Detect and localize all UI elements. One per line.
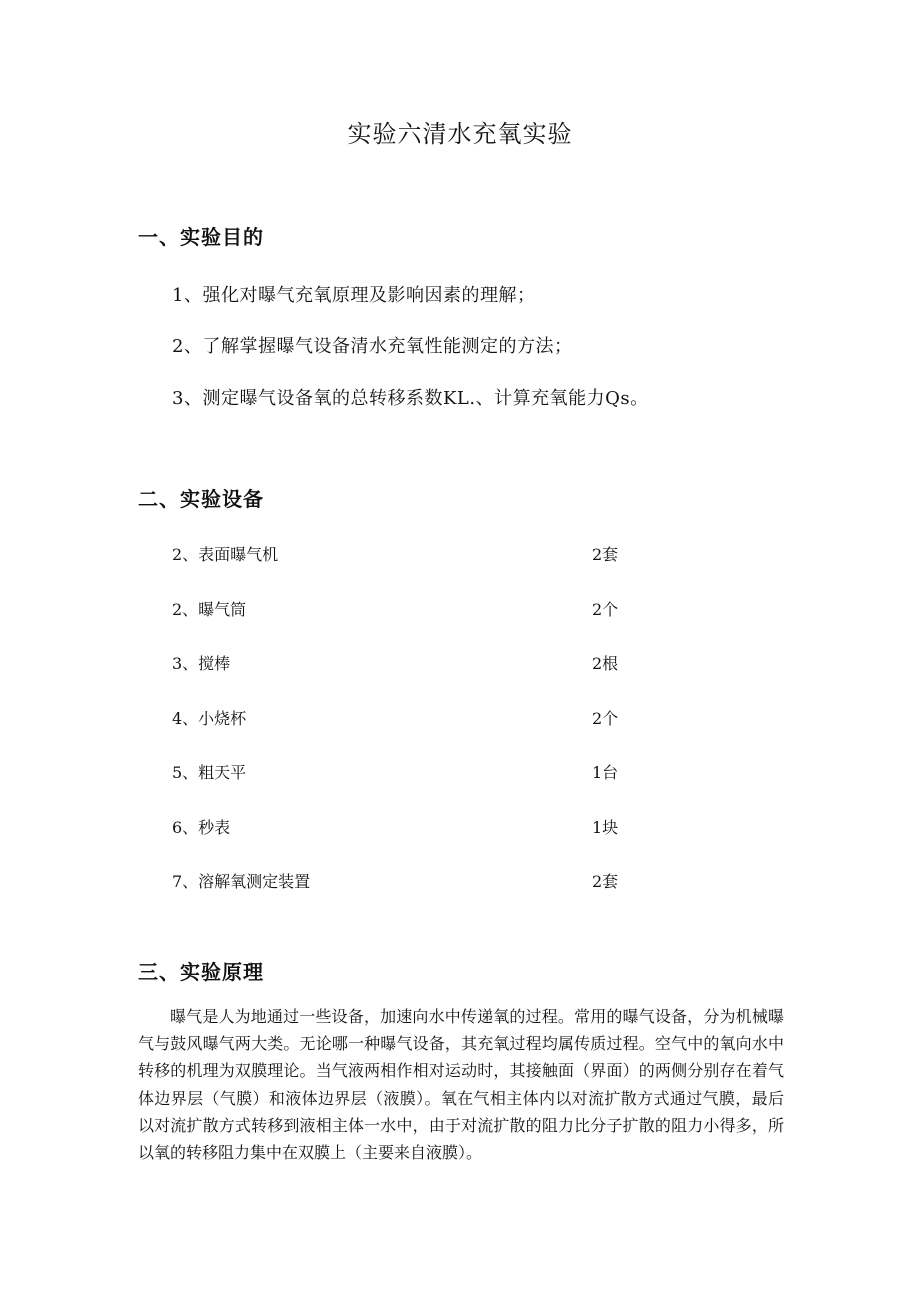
equipment-row xyxy=(172,761,652,785)
equipment-row xyxy=(172,707,652,731)
equipment-row xyxy=(172,870,652,894)
objective-item: 2、了解掌握曝气设备清水充氧性能测定的方法； xyxy=(172,336,573,357)
section-heading-equipment: 二、实验设备 xyxy=(138,487,264,511)
equipment-row xyxy=(172,543,652,567)
objective-item: 1、强化对曝气充氧原理及影响因素的理解； xyxy=(172,285,536,306)
equipment-name: 6、秒表 xyxy=(172,818,231,837)
equipment-quantity: 1台 xyxy=(592,763,619,782)
equipment-quantity: 1块 xyxy=(592,818,619,837)
objective-item: 3、测定曝气设备氧的总转移系数KL.、计算充氧能力Qs。 xyxy=(172,388,649,409)
equipment-name: 7、溶解氧测定装置 xyxy=(172,872,311,891)
equipment-name: 2、曝气筒 xyxy=(172,600,247,619)
equipment-quantity: 2个 xyxy=(592,600,619,619)
equipment-name: 5、粗天平 xyxy=(172,763,247,782)
equipment-name: 3、搅棒 xyxy=(172,654,231,673)
section-heading-principle: 三、实验原理 xyxy=(138,960,264,984)
principle-paragraph: 曝气是人为地通过一些设备，加速向水中传递氧的过程。常用的曝气设备，分为机械曝气与鼓风曝气两大类。无论哪一种曝气设备，其充氧过程均属传质过程。空气中的氧向水中转移的机理为双膜理论。当气液两相作相对运动时，其接触面（界面）的两侧分别存在着气体边界层（气膜）和液体边界层（液膜）。氧在气相主体内以对流扩散方式通过气膜，最后以对流扩散方式转移到液相主体一水中，由于对流扩散的阻力比分子扩散的阻力小得多，所以氧的转移阻力集中在双膜上（主要来自液膜）。 xyxy=(138,1007,784,1163)
equipment-quantity: 2套 xyxy=(592,872,619,891)
equipment-row xyxy=(172,652,652,676)
equipment-row xyxy=(172,598,652,622)
equipment-quantity: 2根 xyxy=(592,654,619,673)
equipment-quantity: 2个 xyxy=(592,709,619,728)
equipment-row xyxy=(172,816,652,840)
section-heading-objectives: 一、实验目的 xyxy=(138,225,264,249)
page-title: 实验六清水充氧实验 xyxy=(347,120,573,148)
equipment-name: 4、小烧杯 xyxy=(172,709,247,728)
equipment-quantity: 2套 xyxy=(592,545,619,564)
equipment-name: 2、表面曝气机 xyxy=(172,545,279,564)
